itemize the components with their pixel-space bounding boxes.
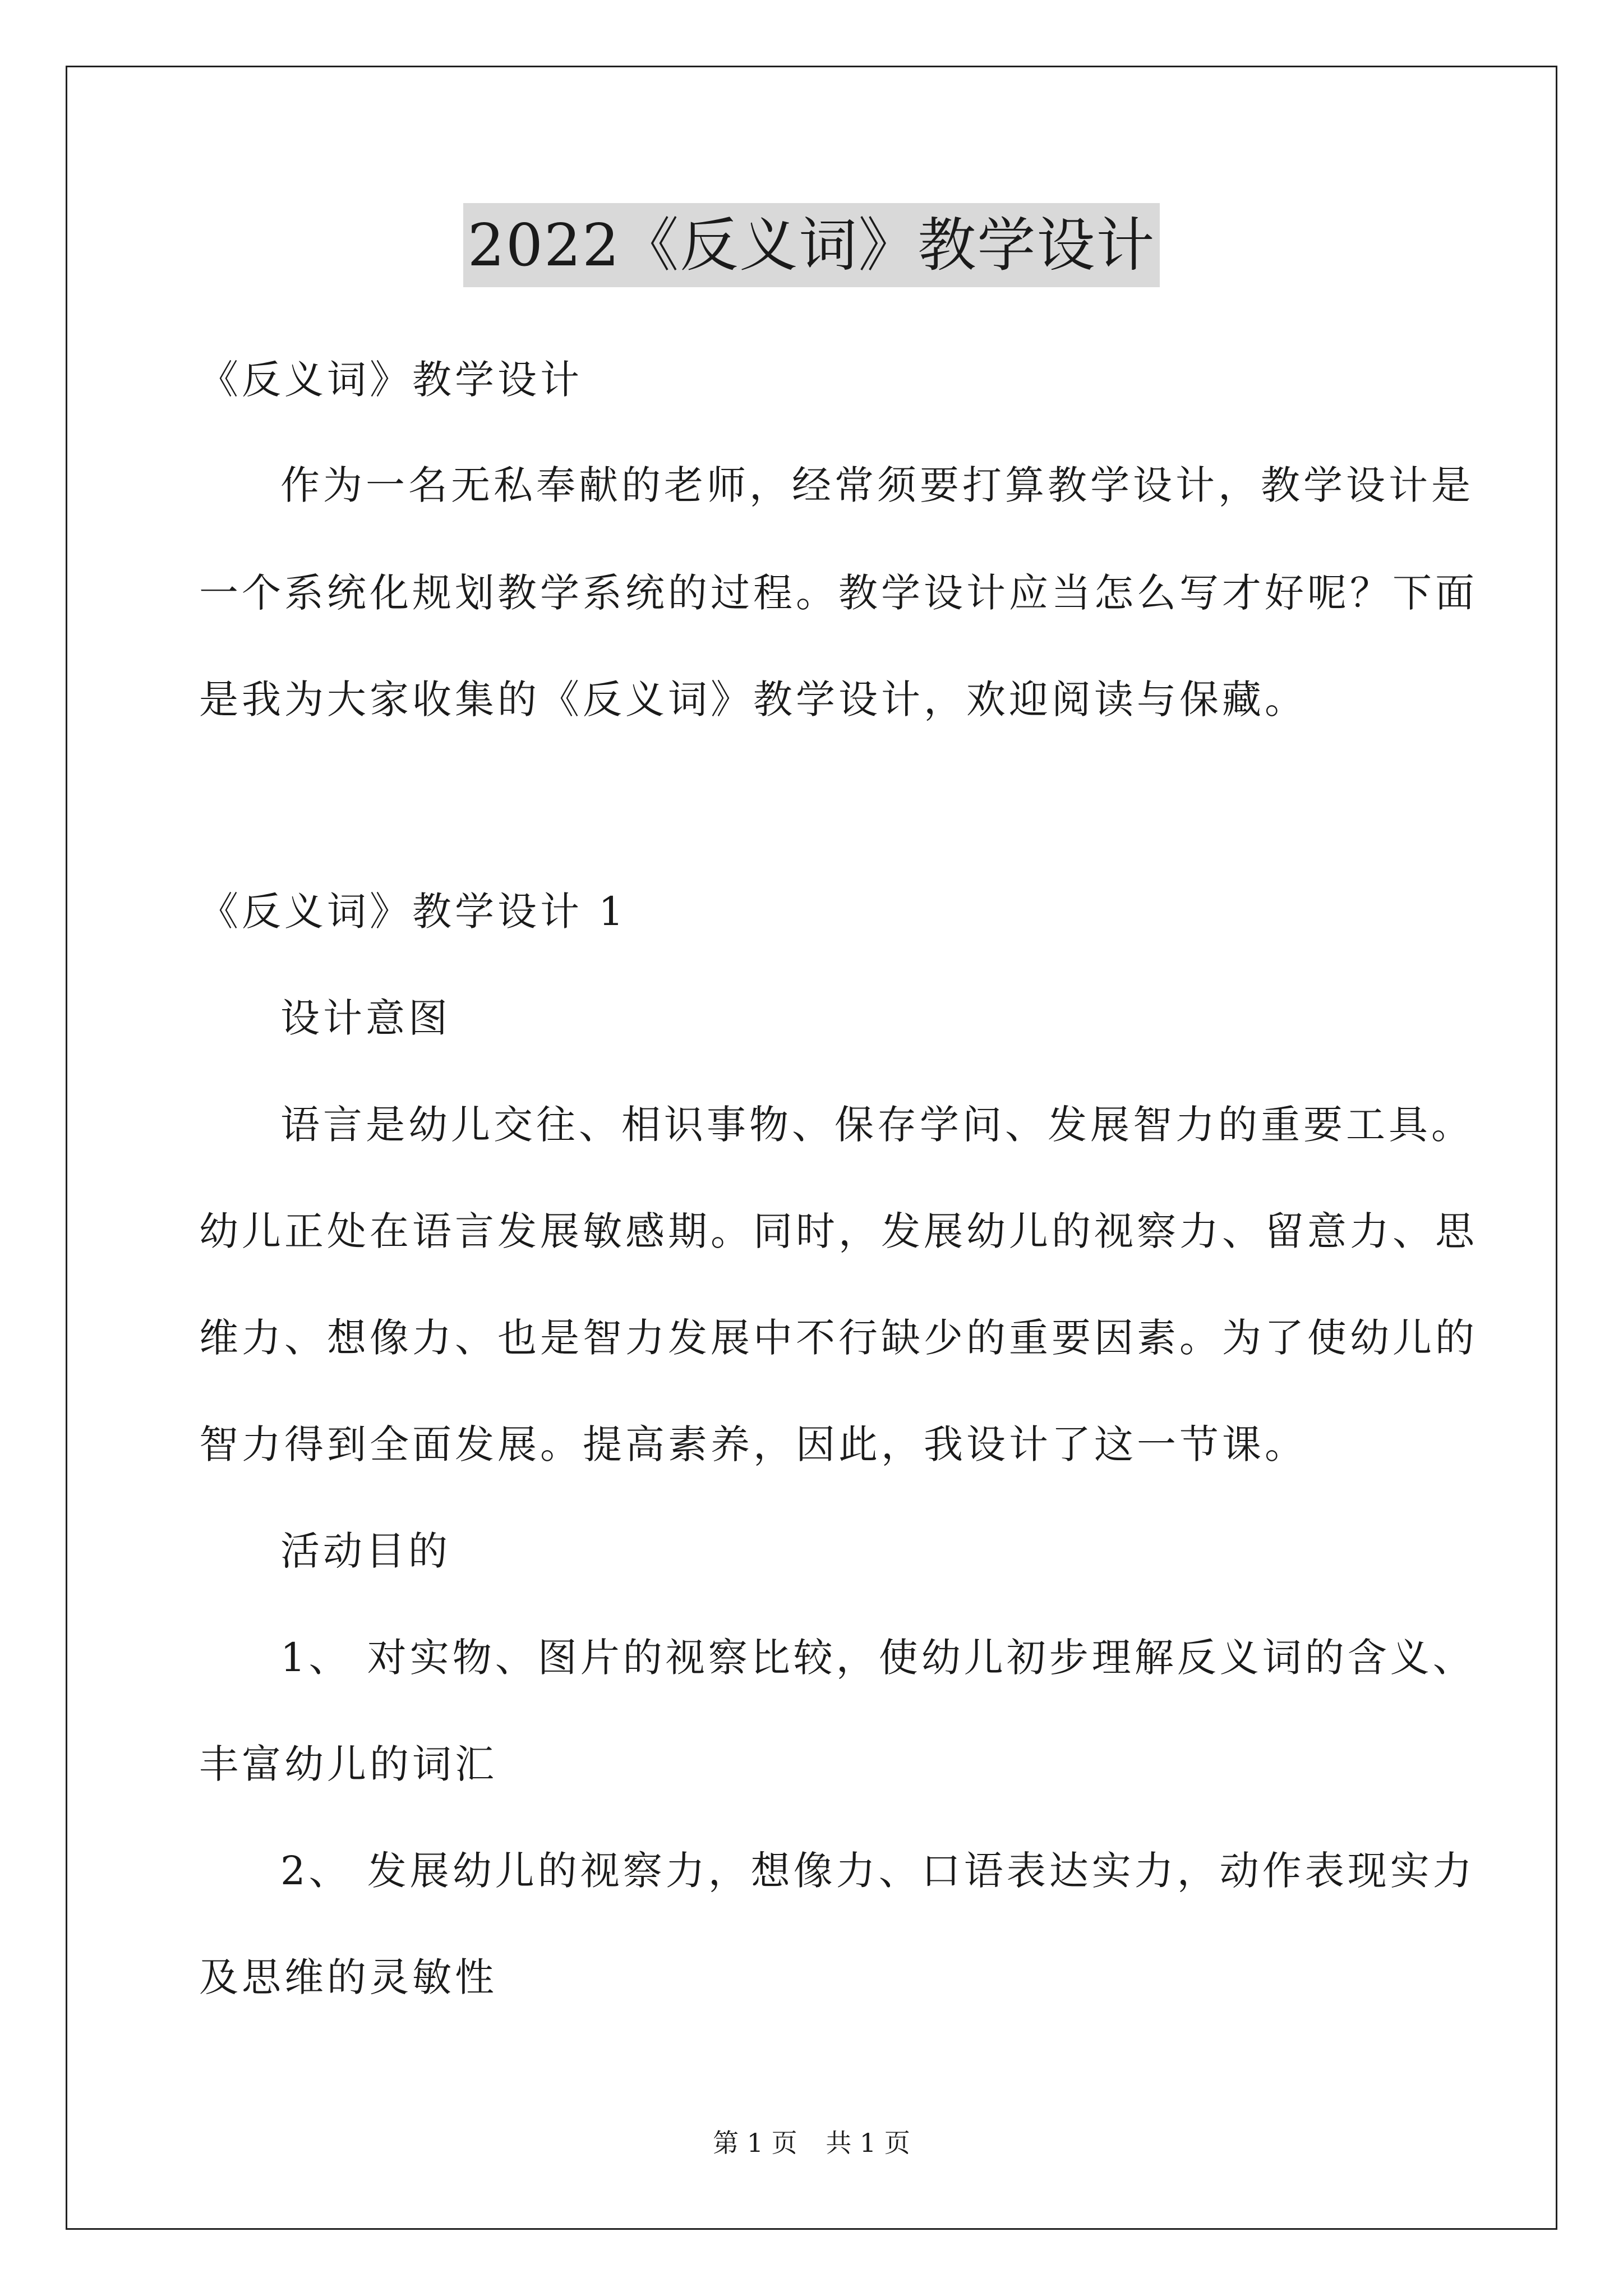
section-heading: 《反义词》教学设计 1 — [199, 889, 627, 935]
paragraph-line: 是我为大家收集的《反义词》教学设计，欢迎阅读与保藏。 — [199, 677, 1307, 723]
list-item-line: 丰富幼儿的词汇 — [199, 1741, 497, 1787]
paragraph-line: 语言是幼儿交往、相识事物、保存学问、发展智力的重要工具。 — [280, 1102, 1474, 1148]
list-item-line: 2、 发展幼儿的视察力，想像力、口语表达实力，动作表现实力 — [280, 1848, 1476, 1894]
paragraph-line: 幼儿正处在语言发展敏感期。同时，发展幼儿的视察力、留意力、思 — [199, 1208, 1478, 1254]
paragraph-line: 作为一名无私奉献的老师，经常须要打算教学设计，教学设计是 — [280, 462, 1474, 508]
document-title: 2022《反义词》教学设计 — [463, 203, 1160, 287]
paragraph-line: 一个系统化规划教学系统的过程。教学设计应当怎么写才好呢？下面 — [199, 570, 1478, 616]
page-number-current: 第 1 页 — [713, 2128, 797, 2158]
page-number-total: 共 1 页 — [826, 2128, 910, 2158]
page-footer — [0, 2126, 1623, 2160]
subsection-heading: 设计意图 — [280, 995, 451, 1041]
paragraph-line: 智力得到全面发展。提高素养，因此，我设计了这一节课。 — [199, 1421, 1307, 1467]
section-heading: 《反义词》教学设计 — [199, 357, 583, 403]
subsection-heading: 活动目的 — [280, 1528, 451, 1574]
paragraph-line: 维力、想像力、也是智力发展中不行缺少的重要因素。为了使幼儿的 — [199, 1315, 1478, 1361]
list-item-line: 1、 对实物、图片的视察比较，使幼儿初步理解反义词的含义、 — [280, 1635, 1476, 1681]
title-container — [0, 203, 1623, 287]
list-item-line: 及思维的灵敏性 — [199, 1954, 497, 2000]
